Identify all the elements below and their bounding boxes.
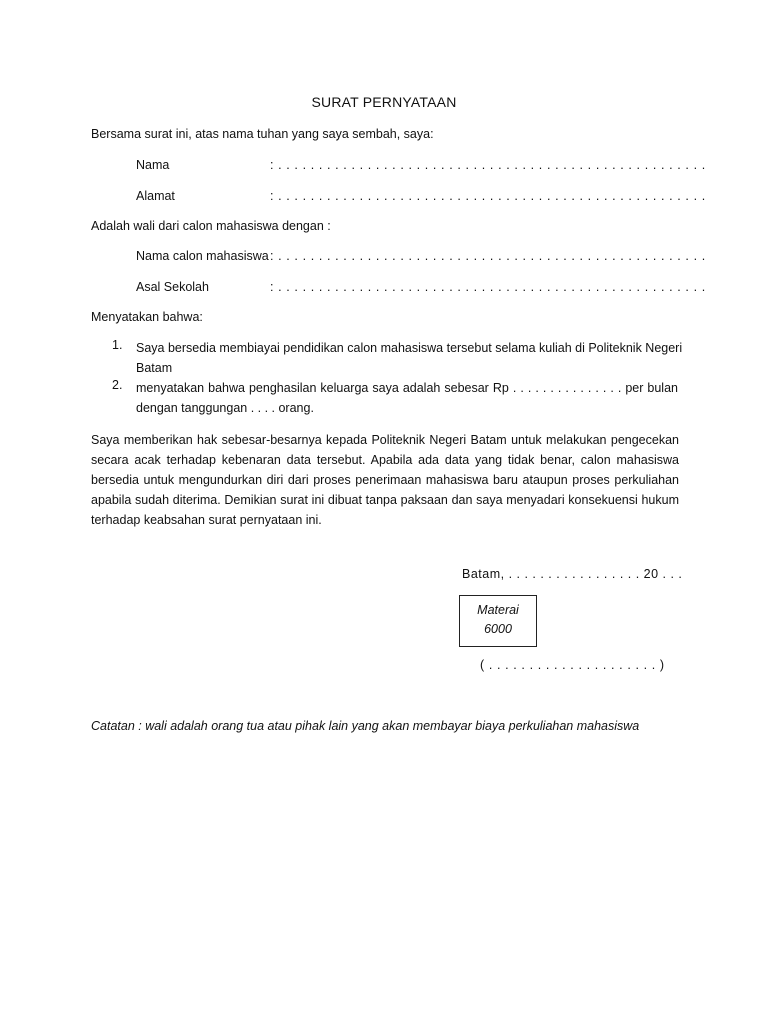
materai-stamp-box	[459, 595, 537, 647]
statement-2-line: menyatakan bahwa penghasilan keluarga saya adalah sebesar Rp . . . . . . . . . . . . . . . per bulan	[136, 381, 678, 395]
paragraph-line: secara acak terhadap kebenaran data tersebut. Apabila ada data yang tidak benar, calon mahasiswa	[91, 453, 679, 467]
field-value-alamat: : . . . . . . . . . . . . . . . . . . . . . . . . . . . . . . . . . . . . . . . . . . . . . . . . . . . . .	[270, 189, 706, 203]
signature-line: ( . . . . . . . . . . . . . . . . . . . . . )	[480, 658, 665, 672]
statement-2-line: dengan tanggungan . . . . orang.	[136, 401, 314, 415]
statement-2	[136, 378, 678, 418]
document-title: SURAT PERNYATAAN	[311, 94, 457, 110]
paragraph-line: bersedia untuk mengundurkan diri dari proses penerimaan mahasiswa baru ataupun proses perkuliahan	[91, 473, 679, 487]
field-value-asal-sekolah: : . . . . . . . . . . . . . . . . . . . . . . . . . . . . . . . . . . . . . . . . . . . . . . . . . . . . .	[270, 280, 706, 294]
field-value-nama-calon: : . . . . . . . . . . . . . . . . . . . . . . . . . . . . . . . . . . . . . . . . . . . . . . . . . . . . .	[270, 249, 706, 263]
stamp-label: Materai	[477, 603, 519, 617]
field-label-alamat: Alamat	[136, 189, 175, 203]
paragraph-line: Saya memberikan hak sebesar-besarnya kepada Politeknik Negeri Batam untuk melakukan pengecekan	[91, 433, 679, 447]
field-label-nama: Nama	[136, 158, 170, 172]
paragraph-line: terhadap keabsahan surat pernyataan ini.	[91, 513, 322, 527]
field-label-asal-sekolah: Asal Sekolah	[136, 280, 209, 294]
footnote: Catatan : wali adalah orang tua atau pihak lain yang akan membayar biaya perkuliahan mahasiswa	[91, 719, 640, 733]
intro-text: Bersama surat ini, atas nama tuhan yang saya sembah, saya:	[91, 127, 434, 141]
guardian-intro: Adalah wali dari calon mahasiswa dengan :	[91, 219, 331, 233]
place-date: Batam, . . . . . . . . . . . . . . . . . 20 . . .	[462, 567, 683, 581]
field-value-nama: : . . . . . . . . . . . . . . . . . . . . . . . . . . . . . . . . . . . . . . . . . . . . . . . . . . . . .	[270, 158, 706, 172]
statement-1	[136, 338, 683, 378]
statement-1-line: Batam	[136, 361, 173, 375]
declare-intro: Menyatakan bahwa:	[91, 310, 203, 324]
statement-1-number: 1.	[112, 338, 123, 352]
paragraph-line: apabila sudah diterima. Demikian surat ini dibuat tanpa paksaan dan saya menyadari konsekuensi hukum	[91, 493, 679, 507]
field-label-nama-calon: Nama calon mahasiswa	[136, 249, 269, 263]
statement-2-number: 2.	[112, 378, 123, 392]
declaration-paragraph	[91, 430, 679, 530]
stamp-value: 6000	[484, 622, 512, 636]
statement-1-line: Saya bersedia membiayai pendidikan calon mahasiswa tersebut selama kuliah di Politeknik Negeri	[136, 341, 683, 355]
